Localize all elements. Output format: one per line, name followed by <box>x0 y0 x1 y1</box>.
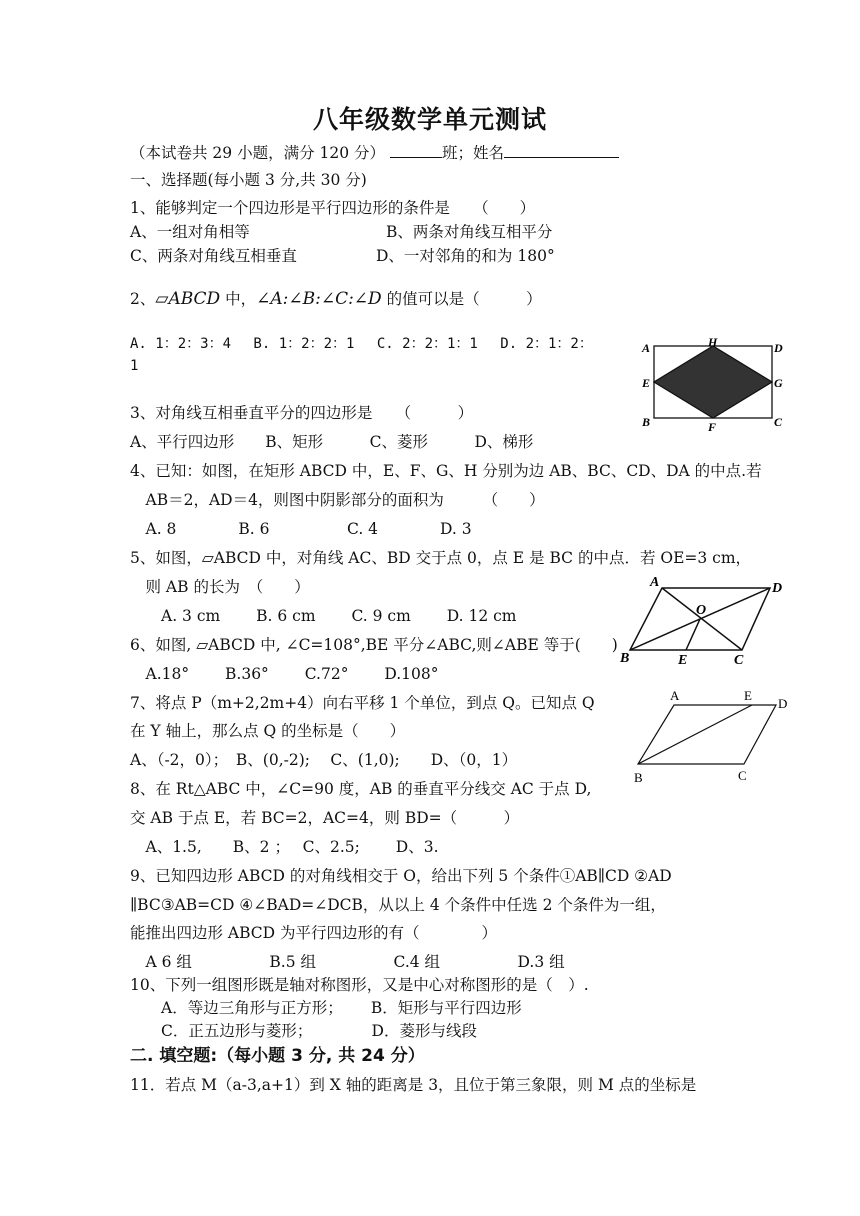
q9-options: A 6 组 B.5 组 C.4 组 D.3 组 <box>130 953 565 971</box>
q5-line2: 则 AB 的长为 （ ） <box>130 578 310 596</box>
label-e: E <box>744 688 752 703</box>
q9-line3: 能推出四边形 ABCD 为平行四边形的有（ ） <box>130 924 498 942</box>
segment-be <box>638 705 752 764</box>
shaded-rhombus <box>654 346 772 418</box>
q3-options: A、平行四边形 B、矩形 C、菱形 D、梯形 <box>130 433 534 451</box>
q2-options-cont: 1 <box>130 358 139 374</box>
class-name-label: 班；姓名 <box>441 144 504 162</box>
q2-mid: 中， <box>220 290 257 308</box>
label-h: H <box>708 336 718 349</box>
label-a: A <box>650 575 660 590</box>
header-line <box>130 141 619 163</box>
label-c: C <box>734 653 744 666</box>
section-2-heading: 二. 填空题:（每小题 3 分, 共 24 分） <box>130 1046 425 1066</box>
q10-options-2: C．正五边形与菱形； D．菱形与线段 <box>130 1022 477 1040</box>
q4-line1: 4、已知：如图，在矩形 ABCD 中，E、F、G、H 分别为边 AB、BC、CD、DA 的中点.若 <box>130 462 762 480</box>
q2-suffix: 的值可以是（ ） <box>381 290 542 308</box>
name-blank[interactable] <box>504 141 619 158</box>
q6-line1: 6、如图, ▱ABCD 中, ∠C=108°,BE 平分∠ABC,则∠ABE 等于( ) <box>130 636 618 654</box>
label-e: E <box>642 376 651 390</box>
parallelogram-diagonals-figure <box>618 572 798 666</box>
label-d: D <box>774 341 783 355</box>
q11-line1: 11．若点 M（a-3,a+1）到 X 轴的距离是 3，且位于第三象限，则 M 点的坐标是 <box>130 1076 697 1094</box>
q1-option-b: B、两条对角线互相平分 <box>386 223 553 241</box>
q7-line2: 在 Y 轴上，那么点 Q 的坐标是（ ） <box>130 722 406 740</box>
label-b: B <box>642 415 651 429</box>
label-d: D <box>778 696 788 711</box>
rectangle-rhombus-figure <box>640 336 790 432</box>
label-a: A <box>642 341 651 355</box>
label-a: A <box>670 688 680 703</box>
q5-line1: 5、如图，▱ABCD 中，对角线 AC、BD 交于点 0，点 E 是 BC 的中点．若 OE=3 cm， <box>130 549 752 567</box>
q7-line1: 7、将点 P（m+2,2m+4）向右平移 1 个单位，到点 Q。已知点 Q <box>130 694 595 712</box>
q5-options: A. 3 cm B. 6 cm C. 9 cm D. 12 cm <box>130 607 517 625</box>
parallelogram-be-figure <box>628 684 794 790</box>
label-g: G <box>774 376 783 390</box>
diagonal-ac <box>662 588 742 650</box>
section-1-heading: 一、选择题(每小题 3 分,共 30 分) <box>130 171 367 189</box>
q10-options-1: A．等边三角形与正方形； B．矩形与平行四边形 <box>130 999 522 1017</box>
q1-option-a: A、一组对角相等 <box>130 223 250 241</box>
label-c: C <box>774 415 783 429</box>
q9-line1: 9、已知四边形 ABCD 的对角线相交于 O，给出下列 5 个条件①AB∥CD ②AD <box>130 867 672 885</box>
label-e: E <box>678 653 688 666</box>
q8-line1: 8、在 Rt△ABC 中，∠C=90 度，AB 的垂直平分线交 AC 于点 D, <box>130 780 592 798</box>
q2-prefix: 2、 <box>130 290 156 308</box>
q2-stem <box>130 289 542 309</box>
page-title: 八年级数学单元测试 <box>312 105 547 134</box>
label-f: F <box>708 420 717 432</box>
q9-line2: ∥BC③AB=CD ④∠BAD=∠DCB，从以上 4 个条件中任选 2 个条件为一组， <box>130 896 666 914</box>
q8-options: A、1.5, B、2 ； C、2.5; D、3. <box>130 838 439 856</box>
q4-line2: AB＝2，AD＝4，则图中阴影部分的面积为 （ ） <box>130 491 545 509</box>
label-o: O <box>696 603 707 618</box>
label-c: C <box>738 768 747 783</box>
label-b: B <box>634 770 643 785</box>
q6-options: A.18° B.36° C.72° D.108° <box>130 665 439 683</box>
q10-line1: 10、下列一组图形既是轴对称图形，又是中心对称图形的是（ ）. <box>130 976 589 994</box>
label-d: D <box>772 581 783 596</box>
q1-option-c: C、两条对角线互相垂直 <box>130 247 297 265</box>
class-blank[interactable] <box>390 141 442 158</box>
q2-options: A. 1：2：3：4 B. 1：2：2：1 C. 2：2：1：1 D. 2：1：2： <box>130 336 593 352</box>
label-b: B <box>620 651 630 666</box>
q2-parallelogram: ▱ABCD <box>155 289 221 309</box>
parallelogram-abcd <box>638 705 776 764</box>
q7-options: A、（-2，0）； B、(0,-2); C、(1,0); D、（0，1） <box>130 751 518 769</box>
q2-ratio: ∠A:∠B:∠C:∠D <box>256 289 382 309</box>
q8-line2: 交 AB 于点 E，若 BC=2，AC=4，则 BD=（ ） <box>130 809 520 827</box>
q1-option-d: D、一对邻角的和为 180° <box>376 247 555 265</box>
q1-stem: 1、能够判定一个四边形是平行四边形的条件是 （ ） <box>130 199 536 217</box>
q3-stem: 3、对角线互相垂直平分的四边形是 （ ） <box>130 404 474 422</box>
test-info: （本试卷共 29 小题，满分 120 分） <box>130 144 386 162</box>
q4-options: A. 8 B. 6 C. 4 D. 3 <box>130 520 472 538</box>
